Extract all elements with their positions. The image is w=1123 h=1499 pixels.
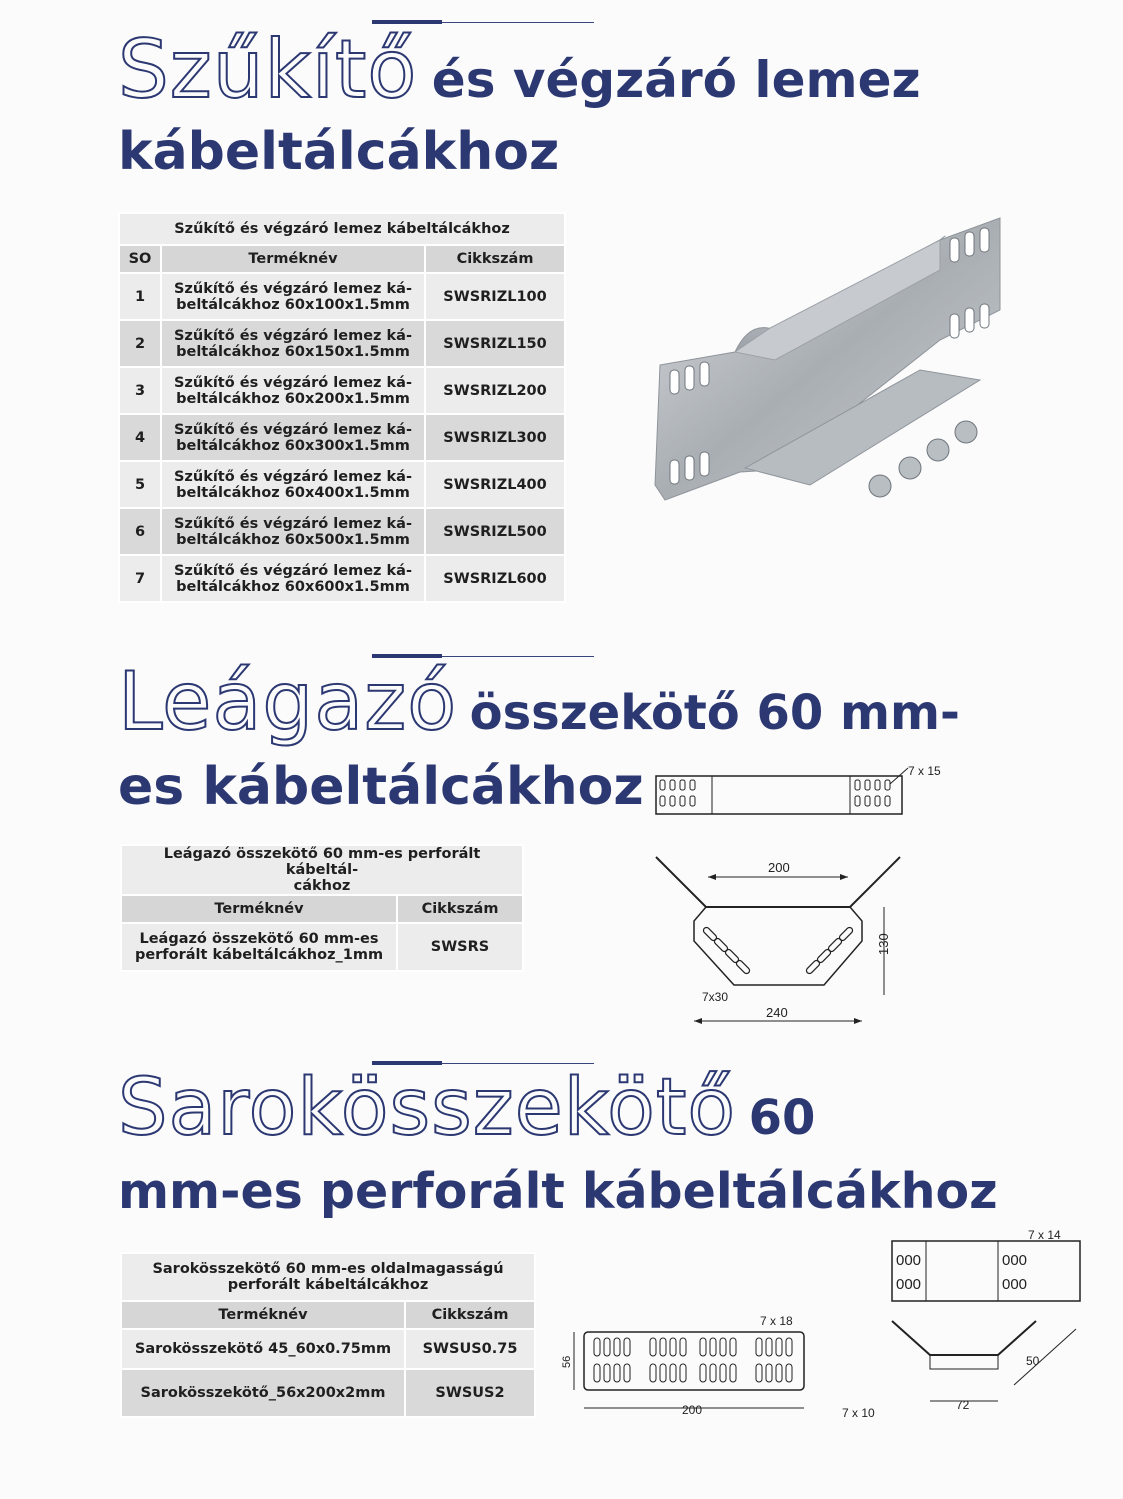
dim-depth: 50	[1026, 1354, 1040, 1368]
slot-label: 7 x 14	[1028, 1228, 1061, 1242]
row-so: 5	[119, 461, 161, 508]
table-row	[119, 555, 565, 602]
section1-heading	[118, 23, 1018, 116]
svg-text:000: 000	[896, 1276, 922, 1293]
section1-title-line2: kábeltálcákhoz	[118, 122, 560, 182]
row-code: SWSRIZL300	[425, 414, 565, 461]
row-code: SWSRIZL200	[425, 367, 565, 414]
section2-title-rest: összekötő 60 mm-	[469, 685, 960, 741]
row-so: 4	[119, 414, 161, 461]
section2-title-line2: es kábeltálcákhoz	[118, 757, 644, 817]
section2-heading	[118, 655, 1078, 748]
row-code: SWSRIZL400	[425, 461, 565, 508]
row-name: Sarokösszekötő_56x200x2mm	[121, 1369, 405, 1417]
reducer-plate-image	[640, 210, 1010, 515]
row-name: Szűkítő és végzáró lemez ká- beltálcákhoz 60x400x1.5mm	[161, 461, 425, 508]
row-code: SWSRIZL500	[425, 508, 565, 555]
table-header-name: Terméknév	[161, 245, 425, 273]
dim-height: 56	[561, 1355, 573, 1368]
table-header-so: SO	[119, 245, 161, 273]
section3-title-outline: Sarokösszekötő	[118, 1063, 737, 1153]
slot-label: 7 x 15	[908, 764, 941, 778]
dim-height: 130	[876, 933, 891, 955]
row-name: Sarokösszekötő 45_60x0.75mm	[121, 1329, 405, 1369]
table-row	[119, 414, 565, 461]
row-name: Leágazó összekötő 60 mm-es perforált kábeltálcákhoz_1mm	[121, 923, 397, 971]
svg-text:000: 000	[1002, 1252, 1028, 1269]
row-name: Szűkítő és végzáró lemez ká- beltálcákhoz 60x500x1.5mm	[161, 508, 425, 555]
row-name: Szűkítő és végzáró lemez ká- beltálcákhoz 60x300x1.5mm	[161, 414, 425, 461]
dim-length: 200	[682, 1403, 703, 1417]
table-header-name: Terméknév	[121, 1301, 405, 1329]
section3-heading	[118, 1064, 1078, 1152]
table-row	[121, 1369, 535, 1417]
svg-text:000: 000	[896, 1252, 922, 1269]
row-so: 2	[119, 320, 161, 367]
table-row	[119, 320, 565, 367]
table-row	[121, 923, 523, 971]
table-row	[119, 508, 565, 555]
table-caption: Sarokösszekötő 60 mm-es oldalmagasságú perforált kábeltálcákhoz	[121, 1253, 535, 1301]
table-caption: Szűkítő és végzáró lemez kábeltálcákhoz	[119, 213, 565, 245]
row-code: SWSRS	[397, 923, 523, 971]
slot-label: 7 x 18	[760, 1314, 793, 1328]
row-so: 1	[119, 273, 161, 320]
row-code: SWSRIZL150	[425, 320, 565, 367]
dim-width: 72	[956, 1398, 970, 1412]
row-code: SWSUS2	[405, 1369, 535, 1417]
table-row	[121, 1329, 535, 1369]
branch-connector-drawing-top	[650, 760, 950, 822]
row-so: 7	[119, 555, 161, 602]
slot-label: 7 x 10	[842, 1406, 875, 1420]
row-code: SWSRIZL100	[425, 273, 565, 320]
dim-width: 200	[768, 860, 790, 875]
table-header-code: Cikkszám	[405, 1301, 535, 1329]
table-caption: Leágazó összekötő 60 mm-es perforált kábeltál- cákhoz	[121, 845, 523, 895]
corner-connector-drawing-flat	[560, 1308, 810, 1420]
table-header-name: Terméknév	[121, 895, 397, 923]
section1-title-outline: Szűkítő	[118, 23, 418, 116]
section3-title-line2: mm-es perforált kábeltálcákhoz	[118, 1163, 998, 1220]
dim-bottom: 240	[766, 1005, 788, 1020]
table-row	[119, 461, 565, 508]
row-so: 3	[119, 367, 161, 414]
row-code: SWSRIZL600	[425, 555, 565, 602]
section1-title-rest: és végzáró lemez	[431, 51, 921, 109]
table-row	[119, 367, 565, 414]
section3-table	[120, 1252, 536, 1418]
section3-title-rest: 60	[748, 1090, 816, 1146]
svg-text:000: 000	[1002, 1276, 1028, 1293]
row-name: Szűkítő és végzáró lemez ká- beltálcákhoz 60x600x1.5mm	[161, 555, 425, 602]
corner-connector-drawing-side	[840, 1225, 1085, 1425]
table-header-code: Cikkszám	[397, 895, 523, 923]
row-code: SWSUS0.75	[405, 1329, 535, 1369]
branch-connector-drawing-plan	[650, 845, 950, 1030]
row-so: 6	[119, 508, 161, 555]
row-name: Szűkítő és végzáró lemez ká- beltálcákhoz 60x150x1.5mm	[161, 320, 425, 367]
section1-table	[118, 212, 566, 603]
dim-slot: 7x30	[702, 990, 729, 1004]
section2-title-outline: Leágazó	[118, 655, 458, 748]
table-row	[119, 273, 565, 320]
section2-table	[120, 844, 524, 972]
row-name: Szűkítő és végzáró lemez ká- beltálcákhoz 60x100x1.5mm	[161, 273, 425, 320]
table-header-code: Cikkszám	[425, 245, 565, 273]
row-name: Szűkítő és végzáró lemez ká- beltálcákhoz 60x200x1.5mm	[161, 367, 425, 414]
